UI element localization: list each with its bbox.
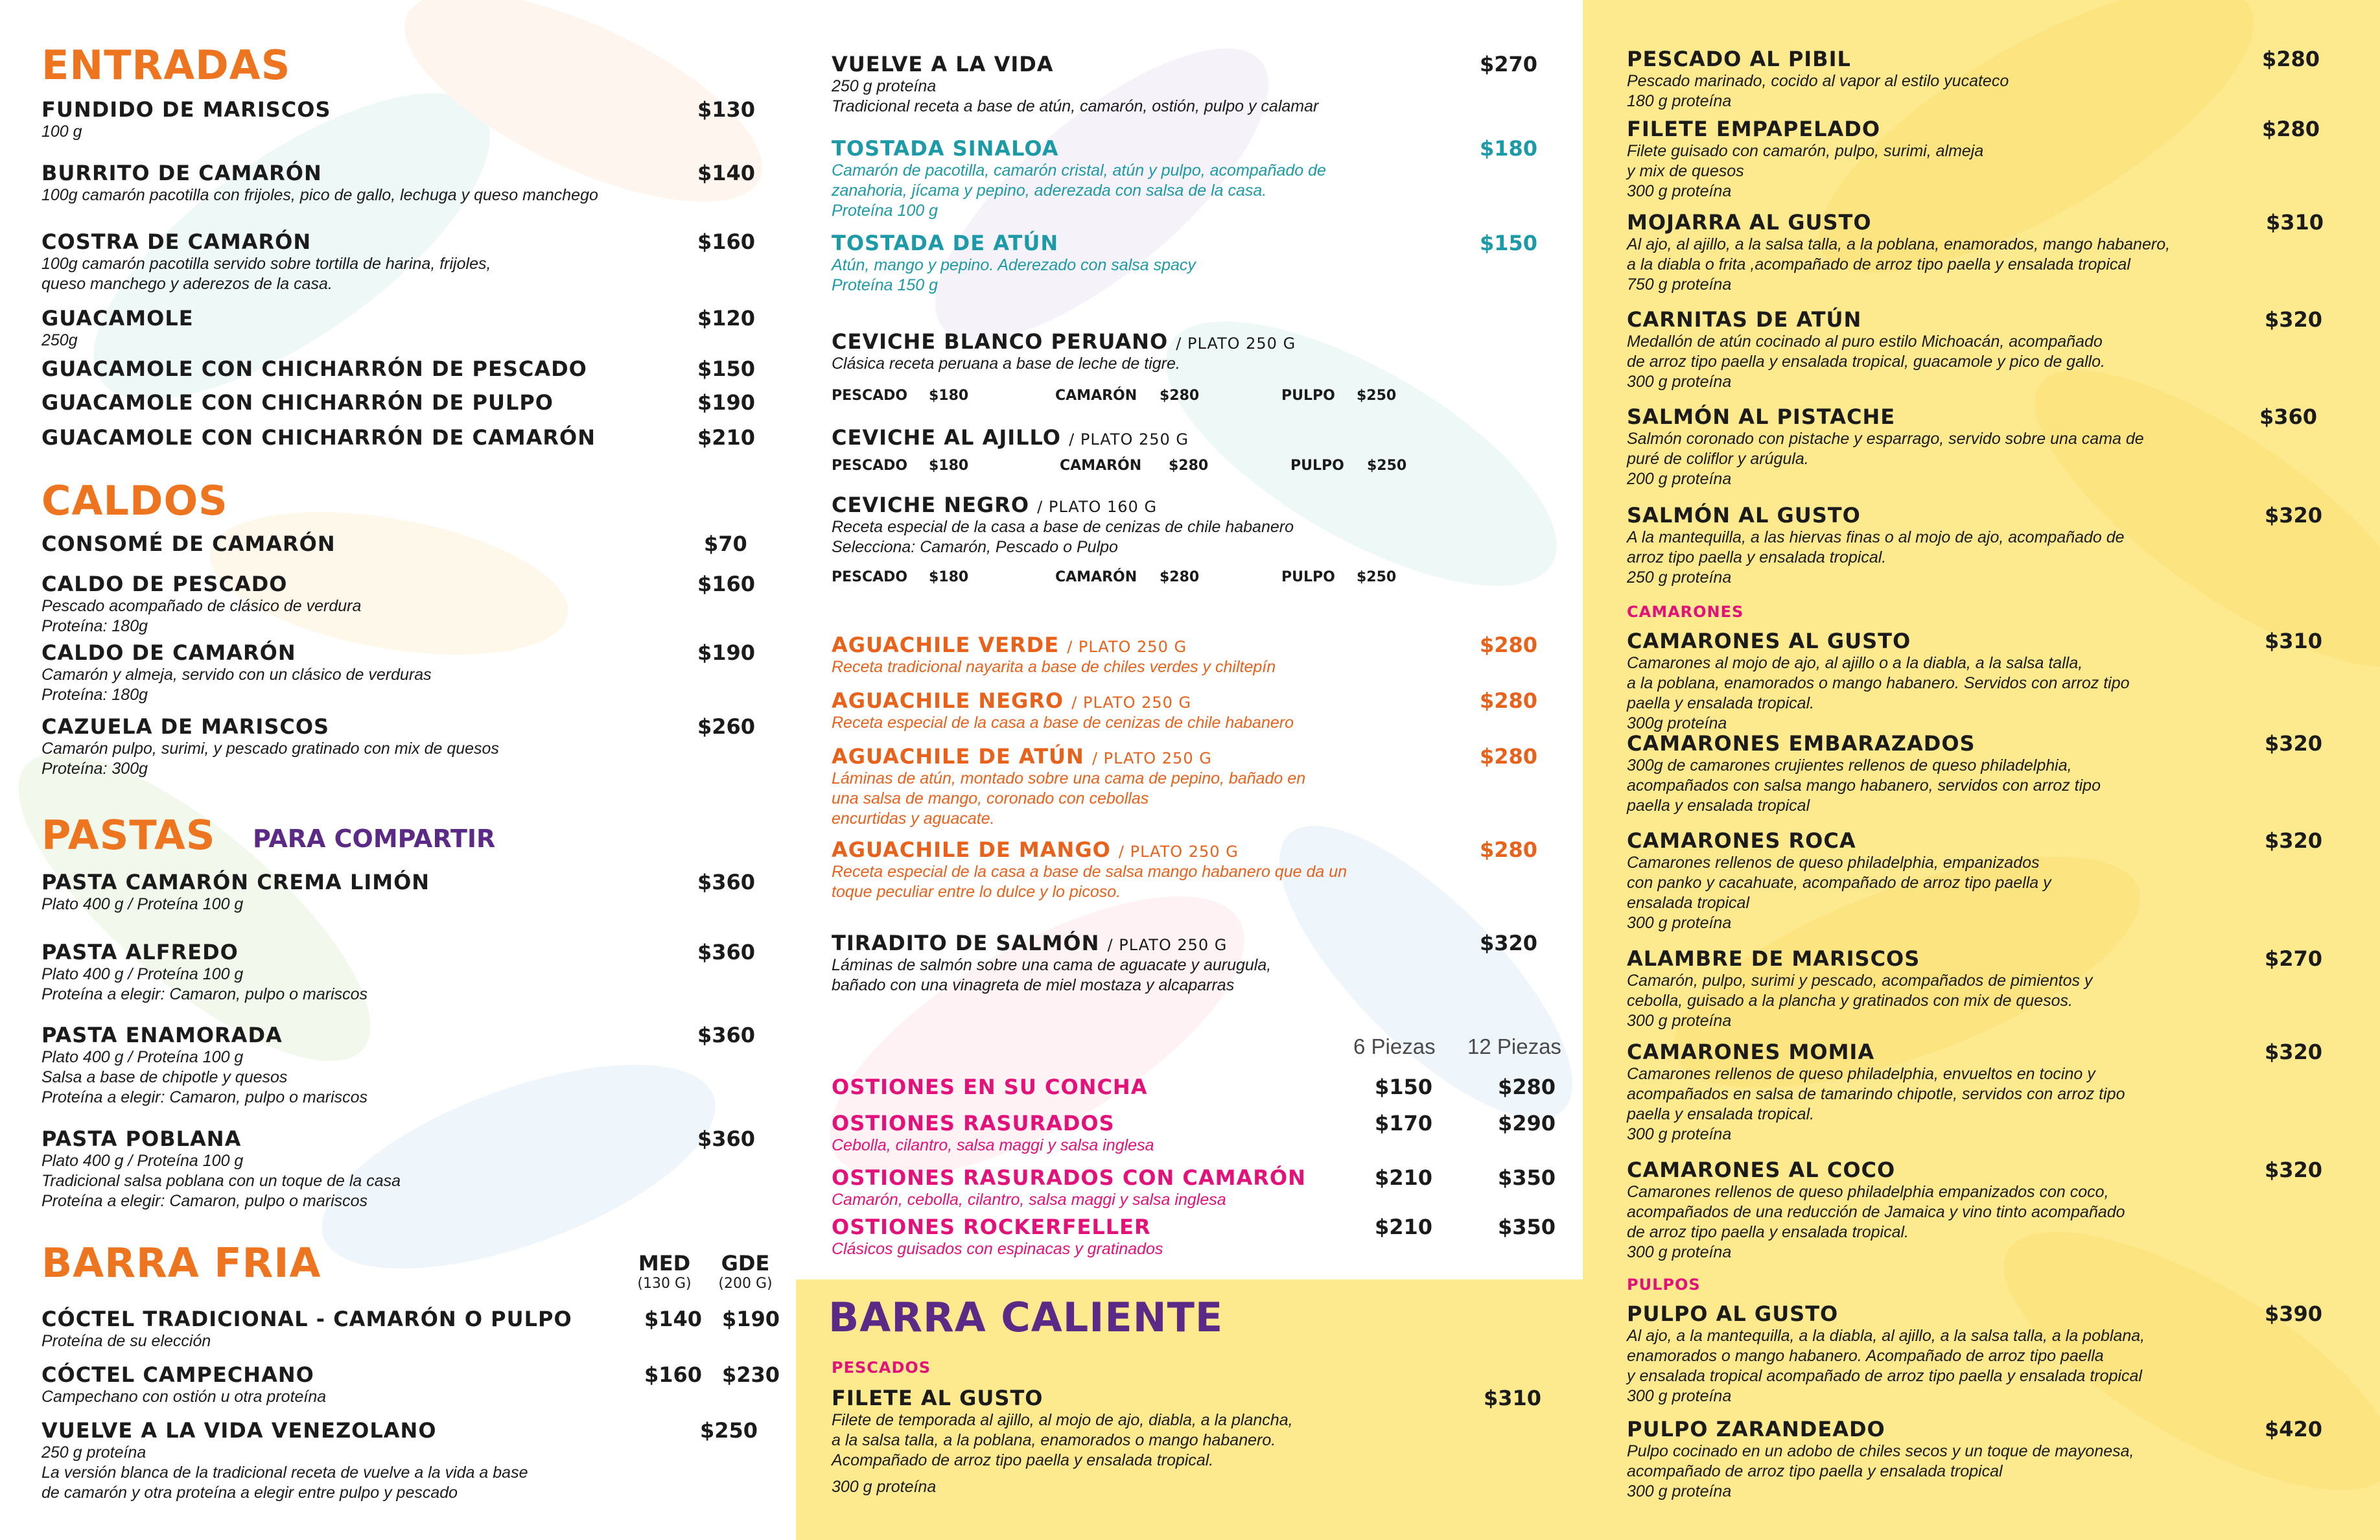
price: $320 (1480, 931, 1538, 955)
price: $360 (697, 1023, 756, 1047)
med-header: MED (130 G) (637, 1251, 692, 1292)
menu-item: FILETE EMPAPELADO Filete guisado con camarón, pulpo, surimi, almeja y mix de quesos 300 g proteína $280 (1627, 117, 2320, 200)
price-12: $280 (1498, 1075, 1556, 1099)
menu-item: PASTA POBLANA Plato 400 g / Proteína 100 g Tradicional salsa poblana con un toque de la casa Proteína a elegir: Camaron, pulpo o mariscos $360 (41, 1126, 756, 1210)
price: $150 (697, 356, 756, 381)
menu-item: FUNDIDO DE MARISCOS 100 g $130 (41, 97, 756, 141)
menu-item: CÓCTEL CAMPECHANO Campechano con ostión u otra proteína $160 $230 (41, 1362, 780, 1406)
price: $360 (2259, 404, 2318, 429)
price: $190 (697, 640, 756, 665)
gde-header: GDE (200 G) (718, 1251, 773, 1292)
menu-item: OSTIONES RASURADOS Cebolla, cilantro, salsa maggi y salsa inglesa $170 $290 (832, 1111, 1556, 1154)
menu-item: PULPO ZARANDEADO Pulpo cocinado en un adobo de chiles secos y un toque de mayonesa, acompañado de arroz tipo paella y ensalada tropical 300 g proteína $420 (1627, 1417, 2323, 1500)
menu-item: CÓCTEL TRADICIONAL - CAMARÓN O PULPO Proteína de su elección $140 $190 (41, 1307, 780, 1350)
menu-item: CAMARONES MOMIA Camarones rellenos de queso philadelphia, envueltos en tocino y acompañados en salsa de tamarindo chipotle, servidos con arroz tipo paella y ensalada tropical. 300 g proteína $320 (1627, 1040, 2323, 1143)
camarones-label: CAMARONES (1627, 603, 1744, 621)
price: $360 (697, 1126, 756, 1151)
price-6: $210 (1375, 1165, 1433, 1190)
price: $280 (1480, 744, 1538, 769)
menu-item: ALAMBRE DE MARISCOS Camarón, pulpo, surimi y pescado, acompañados de pimientos y cebolla, guisado a la plancha y gratinados con mix de quesos. 300 g proteína $270 (1627, 946, 2323, 1030)
price: $260 (697, 714, 756, 739)
price: $210 (697, 425, 756, 450)
price: $320 (2265, 731, 2323, 756)
menu-item: GUACAMOLE CON CHICHARRÓN DE CAMARÓN $210 (41, 425, 756, 450)
piezas-6-header: 6 Piezas (1353, 1034, 1436, 1058)
menu-item: OSTIONES ROCKERFELLER Clásicos guisados con espinacas y gratinados $210 $350 (832, 1215, 1556, 1258)
menu-item: CAMARONES EMBARAZADOS 300g de camarones crujientes rellenos de queso philadelphia, acompañados con salsa mango habanero, servidos con arroz tipo paella y ensalada tropical $320 (1627, 731, 2323, 815)
price-6: $150 (1375, 1075, 1433, 1099)
menu-item: CAMARONES AL COCO Camarones rellenos de queso philadelphia empanizados con coco, acompañados de una reducción de Jamaica y vino tinto acompañado de arroz tipo paella y ensalada tropical. 300 g proteína $320 (1627, 1158, 2323, 1261)
menu-item: CEVICHE NEGRO / PLATO 160 G Receta especial de la casa a base de cenizas de chile habanero Selecciona: Camarón, Pescado o Pulpo (832, 493, 1294, 556)
caldos-title: CALDOS (41, 477, 228, 524)
menu-item: PASTA ENAMORADA Plato 400 g / Proteína 100 g Salsa a base de chipotle y quesos Proteína a elegir: Camaron, pulpo o mariscos $360 (41, 1023, 756, 1106)
menu-item: CAMARONES ROCA Camarones rellenos de queso philadelphia, empanizados con panko y cacahuate, acompañado de arroz tipo paella y ensalada tropical 300 g proteína $320 (1627, 828, 2323, 932)
menu-item: CALDO DE CAMARÓN Camarón y almeja, servido con un clásico de verduras Proteína: 180g $190 (41, 640, 756, 704)
price-12: $350 (1498, 1215, 1556, 1239)
pescados-label: PESCADOS (832, 1359, 931, 1377)
price: $130 (697, 97, 756, 122)
menu-item: AGUACHILE NEGRO / PLATO 250 G Receta especial de la casa a base de cenizas de chile habanero $280 (832, 688, 1538, 732)
price-6: $210 (1375, 1215, 1433, 1239)
price: $280 (1480, 837, 1538, 862)
menu-item: PESCADO AL PIBIL Pescado marinado, cocido al vapor al estilo yucateco 180 g proteína $280 (1627, 47, 2320, 110)
price: $270 (1480, 52, 1538, 76)
price: $180 (1480, 136, 1538, 161)
barra-caliente-title: BARRA CALIENTE (828, 1294, 1224, 1341)
price-6: $170 (1375, 1111, 1433, 1136)
price: $310 (2265, 629, 2323, 653)
menu-item: PASTA CAMARÓN CREMA LIMÓN Plato 400 g / Proteína 100 g $360 (41, 870, 756, 913)
price-12: $350 (1498, 1165, 1556, 1190)
price: $280 (1480, 688, 1538, 713)
entradas-title: ENTRADAS (41, 41, 291, 89)
price: $320 (2265, 503, 2323, 528)
price: $280 (2262, 47, 2320, 71)
menu-item: VUELVE A LA VIDA 250 g proteína Tradicional receta a base de atún, camarón, ostión, pulpo y calamar $270 (832, 52, 1538, 115)
menu-item: PULPO AL GUSTO Al ajo, a la mantequilla, a la diabla, al ajillo, a la salsa talla, a la poblana, enamorados o mango habanero. Acompañado de arroz tipo paella y ensalada tropical acompañado de arroz tipo paella y ensalada tropical 300 g proteína $390 (1627, 1301, 2323, 1405)
price: $70 (704, 531, 747, 556)
menu-item: VUELVE A LA VIDA VENEZOLANO 250 g proteína La versión blanca de la tradicional receta de vuelve a la vida a base de camarón y otra proteína a elegir entre pulpo y pescado $250 (41, 1418, 758, 1502)
price: $280 (1480, 633, 1538, 657)
price: $320 (2265, 307, 2323, 332)
menu-item: CARNITAS DE ATÚN Medallón de atún cocinado al puro estilo Michoacán, acompañado de arroz tipo paella y ensalada tropical, guacamole y pico de gallo. 300 g proteína $320 (1627, 307, 2323, 391)
menu-item: OSTIONES RASURADOS CON CAMARÓN Camarón, cebolla, cilantro, salsa maggi y salsa inglesa $210 $350 (832, 1165, 1556, 1209)
price: $320 (2265, 1040, 2323, 1064)
menu-item: GUACAMOLE 250g $120 (41, 306, 756, 349)
piezas-12-header: 12 Piezas (1467, 1034, 1561, 1058)
price-12: $290 (1498, 1111, 1556, 1136)
menu-item: OSTIONES EN SU CONCHA $150 $280 (832, 1075, 1556, 1099)
menu-item: AGUACHILE DE ATÚN / PLATO 250 G Láminas de atún, montado sobre una cama de pepino, bañado en una salsa de mango, coronado con cebollas encurtidas y aguacate. $280 (832, 744, 1538, 828)
menu-item: AGUACHILE VERDE / PLATO 250 G Receta tradicional nayarita a base de chiles verdes y chiltepín $280 (832, 633, 1538, 676)
price-med: $160 (644, 1362, 703, 1387)
pastas-title: PASTAS (41, 811, 216, 859)
price: $420 (2265, 1417, 2323, 1441)
barra-fria-title: BARRA FRIA (41, 1239, 321, 1287)
pulpos-label: PULPOS (1627, 1276, 1701, 1294)
price: $270 (2265, 946, 2323, 971)
menu-item: CEVICHE BLANCO PERUANO / PLATO 250 G Clásica receta peruana a base de leche de tigre. (832, 329, 1296, 373)
pastas-subtitle: PARA COMPARTIR (253, 824, 496, 853)
price-med: $140 (644, 1307, 703, 1331)
price-gde: $230 (722, 1362, 780, 1387)
menu-item: AGUACHILE DE MANGO / PLATO 250 G Receta especial de la casa a base de salsa mango habanero que da un toque peculiar entre lo dulce y lo picoso. $280 (832, 837, 1538, 901)
menu-item: CAZUELA DE MARISCOS Camarón pulpo, surimi, y pescado gratinado con mix de quesos Proteína: 300g $260 (41, 714, 756, 778)
menu-item: GUACAMOLE CON CHICHARRÓN DE PESCADO $150 (41, 356, 756, 381)
menu-item: SALMÓN AL PISTACHE Salmón coronado con pistache y esparrago, servido sobre una cama de puré de coliflor y arúgula. 200 g proteína $360 (1627, 404, 2318, 488)
menu-item: MOJARRA AL GUSTO Al ajo, al ajillo, a la salsa talla, a la poblana, enamorados, mango habanero, a la diabla o frita ,acompañado de arroz tipo paella y ensalada tropical 750 g proteína $310 (1627, 210, 2324, 294)
price: $390 (2265, 1301, 2323, 1326)
menu-item: FILETE AL GUSTO Filete de temporada al ajillo, al mojo de ajo, diabla, a la plancha, a la salsa talla, a la poblana, enamorados o mango habanero. Acompañado de arroz tipo paella y ensalada tropical. 300 g proteína $310 (832, 1386, 1542, 1496)
menu-item: COSTRA DE CAMARÓN 100g camarón pacotilla servido sobre tortilla de harina, frijoles, queso manchego y aderezos de la casa. $160 (41, 229, 756, 293)
price-gde: $190 (722, 1307, 780, 1331)
price: $190 (697, 390, 756, 415)
menu-item: SALMÓN AL GUSTO A la mantequilla, a las hiervas finas o al mojo de ajo, acompañado de arroz tipo paella y ensalada tropical. 250 g proteína $320 (1627, 503, 2323, 587)
menu-item: CEVICHE AL AJILLO / PLATO 250 G (832, 425, 1189, 450)
menu-item: TOSTADA DE ATÚN Atún, mango y pepino. Aderezado con salsa spacy Proteína 150 g $150 (832, 231, 1538, 294)
price: $280 (2262, 117, 2320, 141)
price-gde: $250 (700, 1418, 758, 1443)
menu-item: TIRADITO DE SALMÓN / PLATO 250 G Láminas de salmón sobre una cama de aguacate y aurugula, bañado con una vinagreta de miel mostaza y alcaparras $320 (832, 931, 1538, 994)
price: $310 (1484, 1386, 1542, 1410)
price: $360 (697, 940, 756, 964)
price: $360 (697, 870, 756, 894)
price: $160 (697, 229, 756, 254)
price: $120 (697, 306, 756, 331)
menu-item: CALDO DE PESCADO Pescado acompañado de clásico de verdura Proteína: 180g $160 (41, 572, 756, 635)
price: $320 (2265, 1158, 2323, 1182)
menu-item: GUACAMOLE CON CHICHARRÓN DE PULPO $190 (41, 390, 756, 415)
price: $310 (2266, 210, 2324, 235)
price: $160 (697, 572, 756, 596)
menu-item: PASTA ALFREDO Plato 400 g / Proteína 100 g Proteína a elegir: Camaron, pulpo o mariscos $360 (41, 940, 756, 1003)
price: $320 (2265, 828, 2323, 853)
price: $150 (1480, 231, 1538, 255)
menu-item: TOSTADA SINALOA Camarón de pacotilla, camarón cristal, atún y pulpo, acompañado de zanahoria, jícama y pepino, aderezada con salsa de la casa. Proteína 100 g $180 (832, 136, 1538, 220)
price: $140 (697, 161, 756, 185)
menu-item: CONSOMÉ DE CAMARÓN $70 (41, 531, 747, 556)
menu-item: CAMARONES AL GUSTO Camarones al mojo de ajo, al ajillo o a la diabla, a la salsa talla, a la poblana, enamorados o mango habanero. Servidos con arroz tipo paella y ensalada tropical. 300g proteína $310 (1627, 629, 2323, 732)
menu-item: BURRITO DE CAMARÓN 100g camarón pacotilla con frijoles, pico de gallo, lechuga y queso manchego $140 (41, 161, 756, 204)
